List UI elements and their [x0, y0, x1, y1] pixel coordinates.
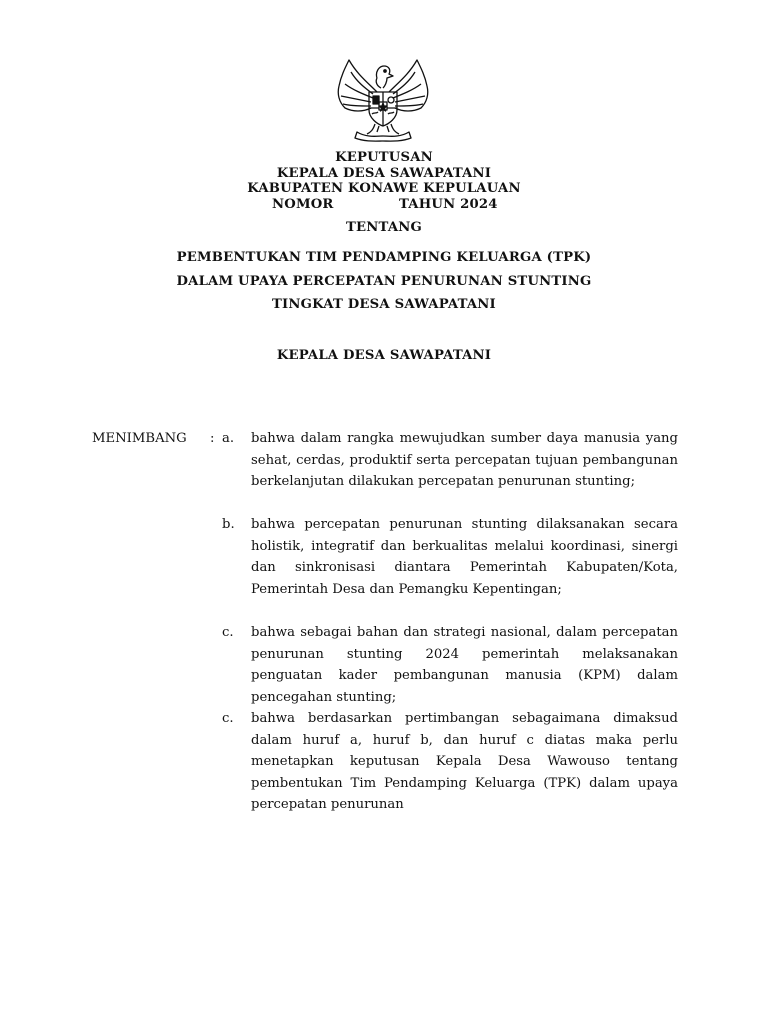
subject-line: TINGKAT DESA SAWAPATANI: [272, 297, 496, 312]
item-text: bahwa berdasarkan pertimbangan sebagaimana dimaksud dalam huruf a, huruf b, dan huruf c diatas maka perlu menetapkan keputusan Kepala Desa Wawouso tentang pembentukan Tim Pendamping Keluarga (TPK) dalam upaya percepatan penurunan: [251, 711, 678, 812]
decree-heading: [0, 150, 768, 212]
item-text: bahwa sebagai bahan dan strategi nasional, dalam percepatan penurunan stunting 2024 pemerintah melaksanakan penguatan kader pembangunan manusia (KPM) dalam pencegahan stunting;: [251, 625, 678, 705]
issuing-official: KEPALA DESA SAWAPATANI: [276, 348, 492, 363]
heading-regency: KABUPATEN KONAWE KEPULAUAN: [247, 181, 521, 196]
menimbang-label: MENIMBANG: [92, 431, 187, 446]
heading-number-line: [0, 197, 768, 213]
subject-line: DALAM UPAYA PERCEPATAN PENURUNAN STUNTING: [176, 273, 592, 289]
item-text: bahwa dalam rangka mewujudkan sumber daya manusia yang sehat, cerdas, produktif serta percepatan tujuan pembangunan berkelanjutan dilakukan percepatan penurunan stunting;: [251, 431, 678, 489]
menimbang-colon: :: [210, 431, 215, 446]
item-marker: c.: [222, 625, 234, 640]
subject-line: PEMBENTUKAN TIM PENDAMPING KELUARGA (TPK): [176, 250, 592, 265]
number-label: NOMOR: [272, 196, 334, 212]
item-marker: b.: [222, 517, 235, 532]
heading-issuer: KEPALA DESA SAWAPATANI: [276, 165, 492, 181]
heading-title: KEPUTUSAN: [335, 150, 433, 165]
item-marker: a.: [222, 431, 235, 446]
garuda-pancasila-emblem-icon: [327, 52, 439, 142]
tentang-label: TENTANG: [346, 220, 422, 235]
item-text: bahwa percepatan penurunan stunting dilaksanakan secara holistik, integratif dan berkualitas melalui koordinasi, sinergi dan sinkronisasi diantara Pemerintah Kabupaten/Kota, Pemerintah Desa dan Pemangku Kepentingan;: [251, 517, 678, 597]
year-label: TAHUN 2024: [399, 196, 498, 212]
item-marker: c.: [222, 711, 234, 726]
decree-subject: [0, 246, 768, 317]
